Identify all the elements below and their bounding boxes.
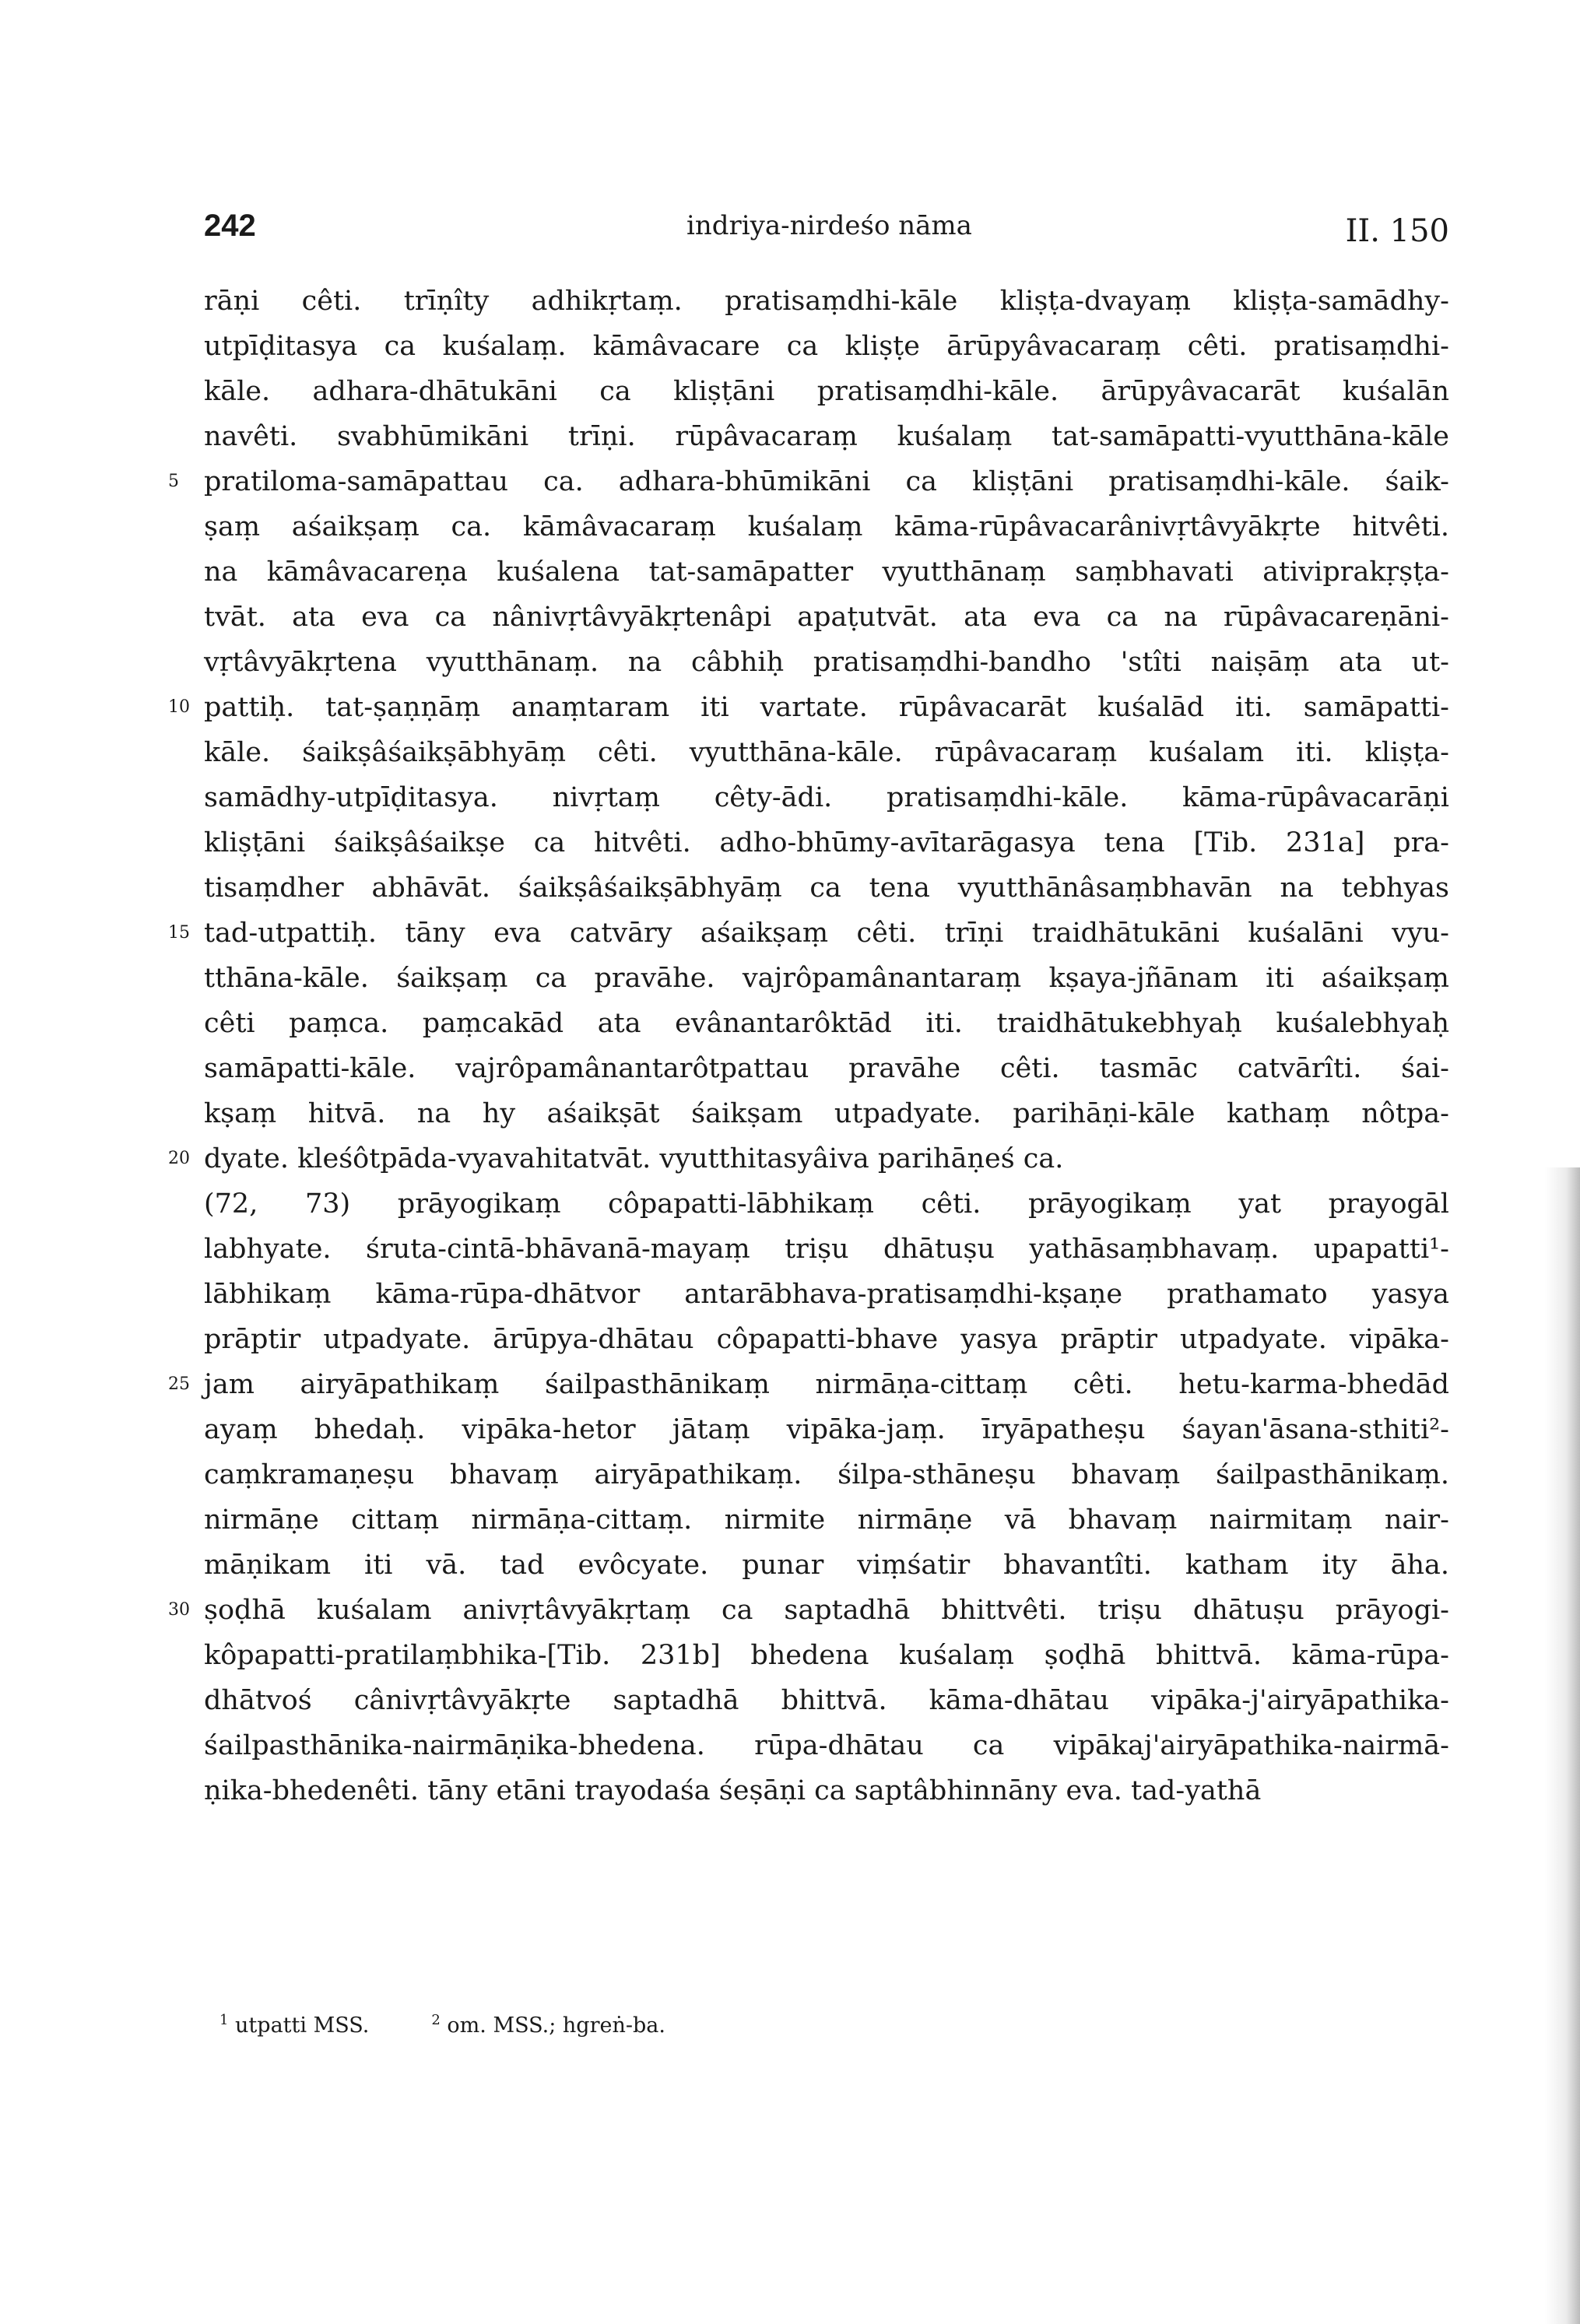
text-line: [204, 640, 1449, 685]
page-edge-shadow: [1545, 1167, 1580, 2324]
line-number: 25: [168, 1374, 190, 1394]
text-line: [168, 685, 1449, 730]
text-line: [204, 1768, 1449, 1813]
footnote: [219, 2012, 369, 2038]
line-text: lābhikaṃ kāma-rūpa-dhātvor antarābhava-pratisaṃdhi-kṣaṇe prathamato yasya: [204, 1279, 1449, 1310]
line-text: vṛtâvyākṛtena vyutthānaṃ. na câbhiḥ pratisaṃdhi-bandho 'stîti naiṣāṃ ata ut-: [204, 647, 1449, 678]
text-line: [204, 1272, 1449, 1317]
line-text: samāpatti-kāle. vajrôpamânantarôtpattau pravāhe cêti. tasmāc catvārîti. śai-: [204, 1053, 1449, 1084]
line-text: na kāmâvacareṇa kuśalena tat-samāpatter vyutthānaṃ saṃbhavati ativiprakṛṣṭa-: [204, 556, 1449, 588]
line-text: ṣoḍhā kuśalam anivṛtâvyākṛtaṃ ca saptadhā bhittvêti. triṣu dhātuṣu prāyogi-: [204, 1595, 1449, 1626]
line-text: samādhy-utpīḍitasya. nivṛtaṃ cêty-ādi. pratisaṃdhi-kāle. kāma-rūpâvacarāṇi: [204, 782, 1449, 813]
line-number: 15: [168, 923, 190, 943]
text-line: [204, 549, 1449, 595]
line-text: cêti paṃca. paṃcakād ata evânantarôktād iti. traidhātukebhyaḥ kuśalebhyaḥ: [204, 1008, 1449, 1039]
line-number: 10: [168, 697, 190, 717]
line-text: ṣaṃ aśaikṣaṃ ca. kāmâvacaraṃ kuśalaṃ kāma-rūpâvacarânivṛtâvyākṛte hitvêti.: [204, 511, 1449, 542]
page-header: [204, 209, 1449, 255]
running-title: indriya-nirdeśo nāma: [686, 210, 972, 241]
line-number: 20: [168, 1149, 190, 1168]
line-text: navêti. svabhūmikāni trīṇi. rūpâvacaraṃ kuśalaṃ tat-samāpatti-vyutthāna-kāle: [204, 421, 1449, 452]
line-number: 30: [168, 1600, 190, 1620]
text-line: [204, 1543, 1449, 1588]
line-text: kôpapatti-pratilaṃbhika-[Tib. 231b] bhedena kuśalaṃ ṣoḍhā bhittvā. kāma-rūpa-: [204, 1640, 1449, 1671]
text-line: [204, 1497, 1449, 1543]
line-text: caṃkramaṇeṣu bhavaṃ airyāpathikaṃ. śilpa-sthāneṣu bhavaṃ śailpasthānikaṃ.: [204, 1459, 1449, 1490]
text-line: [204, 1227, 1449, 1272]
text-line: [204, 956, 1449, 1001]
text-line: [204, 1046, 1449, 1091]
footnote-text: om. MSS.; hgreṅ-ba.: [447, 2013, 665, 2038]
line-text: kṣaṃ hitvā. na hy aśaikṣāt śaikṣam utpadyate. parihāṇi-kāle kathaṃ nôtpa-: [204, 1098, 1449, 1129]
line-text: rāṇi cêti. trīṇîty adhikṛtaṃ. pratisaṃdhi-kāle kliṣṭa-dvayaṃ kliṣṭa-samādhy-: [204, 286, 1449, 317]
text-line: [204, 369, 1449, 414]
line-text: tisaṃdher abhāvāt. śaikṣâśaikṣābhyāṃ ca tena vyutthānâsaṃbhavān na tebhyas: [204, 872, 1449, 904]
line-text: kliṣṭāni śaikṣâśaikṣe ca hitvêti. adho-bhūmy-avītarāgasya tena [Tib. 231a] pra-: [204, 827, 1449, 858]
text-line: [204, 1678, 1449, 1723]
text-line: [204, 1407, 1449, 1452]
line-number: 5: [168, 472, 179, 491]
text-line: [204, 1181, 1449, 1227]
text-line: [204, 595, 1449, 640]
text-line: [204, 730, 1449, 775]
text-line: [168, 1136, 1449, 1181]
text-line: [204, 279, 1449, 324]
main-text: [168, 279, 1449, 1813]
line-text: dyate. kleśôtpāda-vyavahitatvāt. vyutthitasyâiva parihāṇeś ca.: [204, 1143, 1064, 1174]
text-line: [204, 1452, 1449, 1497]
text-line: [204, 324, 1449, 369]
text-line: [204, 504, 1449, 549]
text-line: [204, 865, 1449, 911]
text-line: [204, 414, 1449, 459]
line-text: māṇikam iti vā. tad evôcyate. punar viṃśatir bhavantîti. katham ity āha.: [204, 1550, 1449, 1581]
line-text: ayaṃ bhedaḥ. vipāka-hetor jātaṃ vipāka-jaṃ. īryāpatheṣu śayan'āsana-sthiti²-: [204, 1414, 1449, 1445]
text-line: [168, 911, 1449, 956]
text-line: [168, 1588, 1449, 1633]
text-line: [168, 1362, 1449, 1407]
line-text: tthāna-kāle. śaikṣaṃ ca pravāhe. vajrôpamânantaraṃ kṣaya-jñānam iti aśaikṣaṃ: [204, 963, 1449, 994]
line-text: dhātvoś cânivṛtâvyākṛte saptadhā bhittvā. kāma-dhātau vipāka-j'airyāpathika-: [204, 1685, 1449, 1716]
footnote-mark: 1: [219, 2012, 229, 2028]
line-text: (72, 73) prāyogikaṃ côpapatti-lābhikaṃ cêti. prāyogikaṃ yat prayogāl: [204, 1188, 1449, 1220]
footnotes: [204, 2012, 1449, 2038]
line-text: kāle. śaikṣâśaikṣābhyāṃ cêti. vyutthāna-kāle. rūpâvacaraṃ kuśalam iti. kliṣṭa-: [204, 737, 1449, 768]
footnote-mark: 2: [431, 2012, 441, 2028]
footnote: [431, 2012, 665, 2038]
line-text: jam airyāpathikaṃ śailpasthānikaṃ nirmāṇa-cittaṃ cêti. hetu-karma-bhedād: [204, 1369, 1449, 1400]
line-text: ṇika-bhedenêti. tāny etāni trayodaśa śeṣāṇi ca saptâbhinnāny eva. tad-yathā: [204, 1775, 1262, 1806]
text-line: [204, 1723, 1449, 1768]
line-text: labhyate. śruta-cintā-bhāvanā-mayaṃ triṣu dhātuṣu yathāsaṃbhavaṃ. upapatti¹-: [204, 1234, 1449, 1265]
page-number: 242: [204, 209, 256, 243]
line-text: kāle. adhara-dhātukāni ca kliṣṭāni pratisaṃdhi-kāle. ārūpyâvacarāt kuśalān: [204, 376, 1449, 407]
footnote-text: utpatti MSS.: [235, 2013, 370, 2038]
line-text: tvāt. ata eva ca nânivṛtâvyākṛtenâpi apaṭutvāt. ata eva ca na rūpâvacareṇāni-: [204, 602, 1449, 633]
line-text: utpīḍitasya ca kuśalaṃ. kāmâvacare ca kliṣṭe ārūpyâvacaraṃ cêti. pratisaṃdhi-: [204, 331, 1449, 362]
text-line: [204, 1001, 1449, 1046]
text-line: [204, 775, 1449, 820]
text-line: [204, 1633, 1449, 1678]
text-line: [204, 1091, 1449, 1136]
line-text: tad-utpattiḥ. tāny eva catvāry aśaikṣaṃ cêti. trīṇi traidhātukāni kuśalāni vyu-: [204, 918, 1449, 949]
line-text: pattiḥ. tat-ṣaṇṇāṃ anaṃtaram iti vartate. rūpâvacarāt kuśalād iti. samāpatti-: [204, 692, 1449, 723]
line-text: prāptir utpadyate. ārūpya-dhātau côpapatti-bhave yasya prāptir utpadyate. vipāka-: [204, 1324, 1449, 1355]
line-text: pratiloma-samāpattau ca. adhara-bhūmikāni ca kliṣṭāni pratisaṃdhi-kāle. śaik-: [204, 466, 1449, 497]
text-line: [168, 459, 1449, 504]
text-line: [204, 1317, 1449, 1362]
line-text: nirmāṇe cittaṃ nirmāṇa-cittaṃ. nirmite nirmāṇe vā bhavaṃ nairmitaṃ nair-: [204, 1504, 1449, 1536]
section-number: II. 150: [1345, 213, 1449, 249]
text-line: [204, 820, 1449, 865]
line-text: śailpasthānika-nairmāṇika-bhedena. rūpa-dhātau ca vipākaj'airyāpathika-nairmā-: [204, 1730, 1449, 1761]
